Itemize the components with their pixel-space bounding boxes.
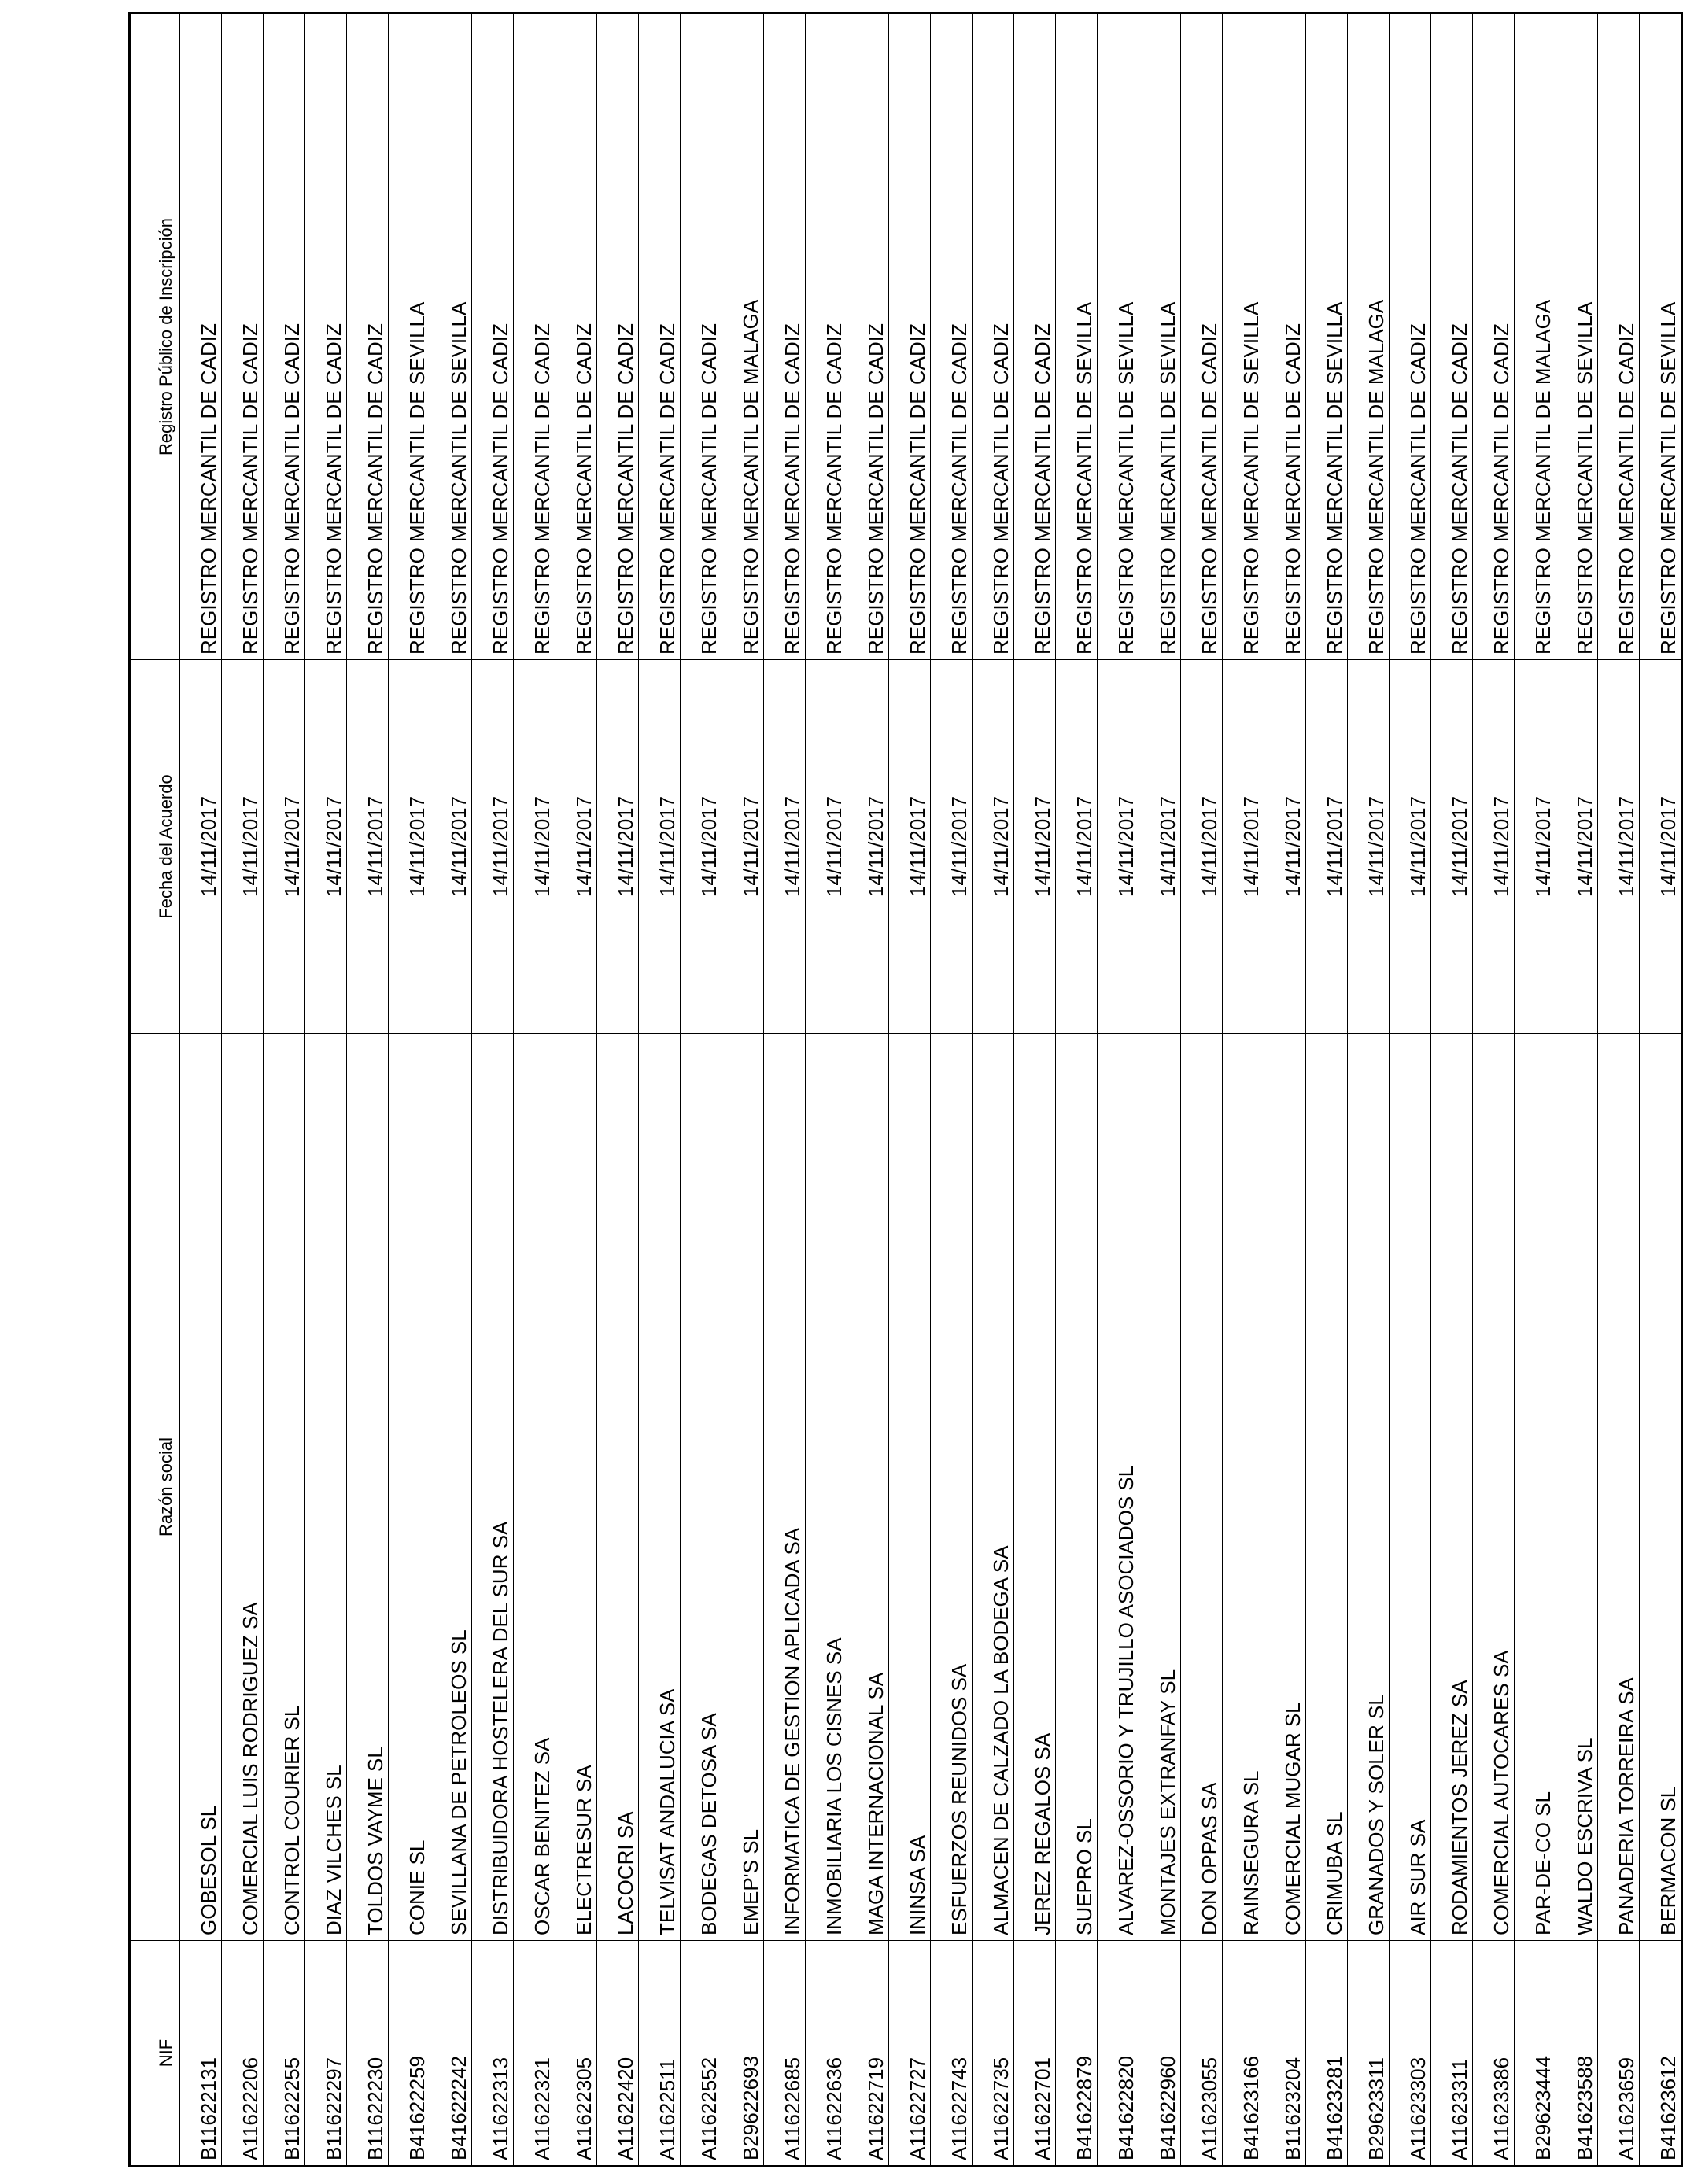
fecha-cell: 14/11/2017 bbox=[1640, 660, 1682, 1034]
nif-cell: A11622719 bbox=[847, 1941, 889, 2167]
razon-social-cell: TELVISAT ANDALUCIA SA bbox=[639, 1034, 681, 1941]
registro-cell: REGISTRO MERCANTIL DE CADIZ bbox=[764, 13, 806, 660]
registro-cell: REGISTRO MERCANTIL DE CADIZ bbox=[847, 13, 889, 660]
fecha-cell: 14/11/2017 bbox=[430, 660, 472, 1034]
nif-cell: B11622297 bbox=[305, 1941, 347, 2167]
fecha-cell: 14/11/2017 bbox=[1598, 660, 1640, 1034]
fecha-cell: 14/11/2017 bbox=[722, 660, 764, 1034]
nif-cell: A11622727 bbox=[889, 1941, 931, 2167]
registro-cell: REGISTRO MERCANTIL DE CADIZ bbox=[1473, 13, 1515, 660]
fecha-cell: 14/11/2017 bbox=[806, 660, 847, 1034]
registro-cell: REGISTRO MERCANTIL DE CADIZ bbox=[597, 13, 639, 660]
nif-cell: B29623311 bbox=[1348, 1941, 1390, 2167]
razon-social-cell: GRANADOS Y SOLER SL bbox=[1348, 1034, 1390, 1941]
registro-cell: REGISTRO MERCANTIL DE MALAGA bbox=[1348, 13, 1390, 660]
fecha-cell: 14/11/2017 bbox=[1264, 660, 1306, 1034]
table-row bbox=[1431, 13, 1473, 2167]
nif-cell: A11623311 bbox=[1431, 1941, 1473, 2167]
registro-cell: REGISTRO MERCANTIL DE CADIZ bbox=[931, 13, 973, 660]
nif-cell: A11623659 bbox=[1598, 1941, 1640, 2167]
razon-social-cell: OSCAR BENITEZ SA bbox=[514, 1034, 555, 1941]
razon-social-cell: INFORMATICA DE GESTION APLICADA SA bbox=[764, 1034, 806, 1941]
razon-social-cell: AIR SUR SA bbox=[1390, 1034, 1431, 1941]
nif-cell: B41623166 bbox=[1223, 1941, 1264, 2167]
registry-table bbox=[128, 12, 1683, 2167]
nif-cell: A11622701 bbox=[1014, 1941, 1056, 2167]
table-row bbox=[1056, 13, 1098, 2167]
registro-cell: REGISTRO MERCANTIL DE CADIZ bbox=[180, 13, 222, 660]
registry-sheet bbox=[128, 14, 1680, 2167]
fecha-cell: 14/11/2017 bbox=[347, 660, 389, 1034]
header-registro-publico: Registro Público de Inscripción bbox=[130, 13, 180, 660]
razon-social-cell: CONIE SL bbox=[389, 1034, 430, 1941]
nif-cell: A11622420 bbox=[597, 1941, 639, 2167]
razon-social-cell: RODAMIENTOS JEREZ SA bbox=[1431, 1034, 1473, 1941]
table-row bbox=[1640, 13, 1682, 2167]
fecha-cell: 14/11/2017 bbox=[264, 660, 305, 1034]
table-row bbox=[1473, 13, 1515, 2167]
registro-cell: REGISTRO MERCANTIL DE SEVILLA bbox=[1640, 13, 1682, 660]
razon-social-cell: INMOBILIARIA LOS CISNES SA bbox=[806, 1034, 847, 1941]
registro-cell: REGISTRO MERCANTIL DE CADIZ bbox=[1264, 13, 1306, 660]
razon-social-cell: TOLDOS VAYME SL bbox=[347, 1034, 389, 1941]
table-row bbox=[639, 13, 681, 2167]
nif-cell: A11623055 bbox=[1181, 1941, 1223, 2167]
razon-social-cell: SUEPRO SL bbox=[1056, 1034, 1098, 1941]
table-row bbox=[222, 13, 264, 2167]
nif-cell: B41623281 bbox=[1306, 1941, 1348, 2167]
nif-cell: B29623444 bbox=[1515, 1941, 1556, 2167]
table-row bbox=[973, 13, 1014, 2167]
table-row bbox=[1515, 13, 1556, 2167]
table-row bbox=[1306, 13, 1348, 2167]
razon-social-cell: DIAZ VILCHES SL bbox=[305, 1034, 347, 1941]
razon-social-cell: WALDO ESCRIVA SL bbox=[1556, 1034, 1598, 1941]
nif-cell: B11622131 bbox=[180, 1941, 222, 2167]
fecha-cell: 14/11/2017 bbox=[889, 660, 931, 1034]
registro-cell: REGISTRO MERCANTIL DE CADIZ bbox=[555, 13, 597, 660]
table-row bbox=[472, 13, 514, 2167]
nif-cell: A11623303 bbox=[1390, 1941, 1431, 2167]
table-row bbox=[264, 13, 305, 2167]
razon-social-cell: ALMACEN DE CALZADO LA BODEGA SA bbox=[973, 1034, 1014, 1941]
table-row bbox=[347, 13, 389, 2167]
razon-social-cell: COMERCIAL MUGAR SL bbox=[1264, 1034, 1306, 1941]
fecha-cell: 14/11/2017 bbox=[1056, 660, 1098, 1034]
table-row bbox=[430, 13, 472, 2167]
registro-cell: REGISTRO MERCANTIL DE CADIZ bbox=[514, 13, 555, 660]
registro-cell: REGISTRO MERCANTIL DE SEVILLA bbox=[1098, 13, 1139, 660]
registro-cell: REGISTRO MERCANTIL DE CADIZ bbox=[1014, 13, 1056, 660]
table-row bbox=[931, 13, 973, 2167]
razon-social-cell: MAGA INTERNACIONAL SA bbox=[847, 1034, 889, 1941]
nif-cell: A11622552 bbox=[681, 1941, 722, 2167]
nif-cell: B11622230 bbox=[347, 1941, 389, 2167]
razon-social-cell: PAR-DE-CO SL bbox=[1515, 1034, 1556, 1941]
fecha-cell: 14/11/2017 bbox=[1556, 660, 1598, 1034]
registro-cell: REGISTRO MERCANTIL DE MALAGA bbox=[722, 13, 764, 660]
nif-cell: B29622693 bbox=[722, 1941, 764, 2167]
fecha-cell: 14/11/2017 bbox=[847, 660, 889, 1034]
header-fecha-acuerdo: Fecha del Acuerdo bbox=[130, 660, 180, 1034]
nif-cell: A11623386 bbox=[1473, 1941, 1515, 2167]
header-row bbox=[130, 13, 180, 2167]
nif-cell: B11622255 bbox=[264, 1941, 305, 2167]
table-row bbox=[305, 13, 347, 2167]
razon-social-cell: CONTROL COURIER SL bbox=[264, 1034, 305, 1941]
nif-cell: B41623612 bbox=[1640, 1941, 1682, 2167]
fecha-cell: 14/11/2017 bbox=[1223, 660, 1264, 1034]
nif-cell: B41622960 bbox=[1139, 1941, 1181, 2167]
fecha-cell: 14/11/2017 bbox=[1306, 660, 1348, 1034]
fecha-cell: 14/11/2017 bbox=[681, 660, 722, 1034]
table-row bbox=[555, 13, 597, 2167]
razon-social-cell: JEREZ REGALOS SA bbox=[1014, 1034, 1056, 1941]
table-row bbox=[847, 13, 889, 2167]
fecha-cell: 14/11/2017 bbox=[1139, 660, 1181, 1034]
fecha-cell: 14/11/2017 bbox=[1181, 660, 1223, 1034]
fecha-cell: 14/11/2017 bbox=[931, 660, 973, 1034]
nif-cell: A11622685 bbox=[764, 1941, 806, 2167]
table-row bbox=[180, 13, 222, 2167]
registro-cell: REGISTRO MERCANTIL DE SEVILLA bbox=[1306, 13, 1348, 660]
registro-cell: REGISTRO MERCANTIL DE CADIZ bbox=[1598, 13, 1640, 660]
registro-cell: REGISTRO MERCANTIL DE CADIZ bbox=[806, 13, 847, 660]
razon-social-cell: SEVILLANA DE PETROLEOS SL bbox=[430, 1034, 472, 1941]
registro-cell: REGISTRO MERCANTIL DE CADIZ bbox=[1181, 13, 1223, 660]
header-nif: NIF bbox=[130, 1941, 180, 2167]
registro-cell: REGISTRO MERCANTIL DE CADIZ bbox=[889, 13, 931, 660]
table-body bbox=[180, 13, 1682, 2167]
table-row bbox=[1181, 13, 1223, 2167]
registro-cell: REGISTRO MERCANTIL DE SEVILLA bbox=[1139, 13, 1181, 660]
table-row bbox=[1014, 13, 1056, 2167]
fecha-cell: 14/11/2017 bbox=[305, 660, 347, 1034]
nif-cell: A11622735 bbox=[973, 1941, 1014, 2167]
registro-cell: REGISTRO MERCANTIL DE SEVILLA bbox=[1556, 13, 1598, 660]
registro-cell: REGISTRO MERCANTIL DE CADIZ bbox=[1431, 13, 1473, 660]
razon-social-cell: BODEGAS DETOSA SA bbox=[681, 1034, 722, 1941]
nif-cell: A11622313 bbox=[472, 1941, 514, 2167]
table-row bbox=[1139, 13, 1181, 2167]
fecha-cell: 14/11/2017 bbox=[555, 660, 597, 1034]
table-row bbox=[597, 13, 639, 2167]
razon-social-cell: ESFUERZOS REUNIDOS SA bbox=[931, 1034, 973, 1941]
table-row bbox=[1348, 13, 1390, 2167]
table-row bbox=[1556, 13, 1598, 2167]
razon-social-cell: BERMACON SL bbox=[1640, 1034, 1682, 1941]
fecha-cell: 14/11/2017 bbox=[1098, 660, 1139, 1034]
table-row bbox=[1390, 13, 1431, 2167]
fecha-cell: 14/11/2017 bbox=[222, 660, 264, 1034]
fecha-cell: 14/11/2017 bbox=[180, 660, 222, 1034]
registro-cell: REGISTRO MERCANTIL DE SEVILLA bbox=[389, 13, 430, 660]
razon-social-cell: DISTRIBUIDORA HOSTELERA DEL SUR SA bbox=[472, 1034, 514, 1941]
razon-social-cell: ELECTRESUR SA bbox=[555, 1034, 597, 1941]
nif-cell: A11622636 bbox=[806, 1941, 847, 2167]
fecha-cell: 14/11/2017 bbox=[639, 660, 681, 1034]
table-row bbox=[722, 13, 764, 2167]
fecha-cell: 14/11/2017 bbox=[1431, 660, 1473, 1034]
razon-social-cell: EMEP'S SL bbox=[722, 1034, 764, 1941]
nif-cell: A11622206 bbox=[222, 1941, 264, 2167]
razon-social-cell: ALVAREZ-OSSORIO Y TRUJILLO ASOCIADOS SL bbox=[1098, 1034, 1139, 1941]
table-row bbox=[1223, 13, 1264, 2167]
nif-cell: A11622305 bbox=[555, 1941, 597, 2167]
nif-cell: B41622820 bbox=[1098, 1941, 1139, 2167]
nif-cell: A11622321 bbox=[514, 1941, 555, 2167]
nif-cell: B41622879 bbox=[1056, 1941, 1098, 2167]
nif-cell: B41623588 bbox=[1556, 1941, 1598, 2167]
registro-cell: REGISTRO MERCANTIL DE CADIZ bbox=[305, 13, 347, 660]
razon-social-cell: DON OPPAS SA bbox=[1181, 1034, 1223, 1941]
razon-social-cell: RAINSEGURA SL bbox=[1223, 1034, 1264, 1941]
razon-social-cell: MONTAJES EXTRANFAY SL bbox=[1139, 1034, 1181, 1941]
razon-social-cell: GOBESOL SL bbox=[180, 1034, 222, 1941]
razon-social-cell: CRIMUBA SL bbox=[1306, 1034, 1348, 1941]
nif-cell: B41622242 bbox=[430, 1941, 472, 2167]
header-razon-social: Razón social bbox=[130, 1034, 180, 1941]
fecha-cell: 14/11/2017 bbox=[1390, 660, 1431, 1034]
registro-cell: REGISTRO MERCANTIL DE CADIZ bbox=[222, 13, 264, 660]
registro-cell: REGISTRO MERCANTIL DE SEVILLA bbox=[430, 13, 472, 660]
nif-cell: A11622511 bbox=[639, 1941, 681, 2167]
table-row bbox=[1598, 13, 1640, 2167]
registro-cell: REGISTRO MERCANTIL DE CADIZ bbox=[681, 13, 722, 660]
registro-cell: REGISTRO MERCANTIL DE CADIZ bbox=[472, 13, 514, 660]
registro-cell: REGISTRO MERCANTIL DE SEVILLA bbox=[1056, 13, 1098, 660]
registro-cell: REGISTRO MERCANTIL DE SEVILLA bbox=[1223, 13, 1264, 660]
fecha-cell: 14/11/2017 bbox=[597, 660, 639, 1034]
fecha-cell: 14/11/2017 bbox=[1515, 660, 1556, 1034]
fecha-cell: 14/11/2017 bbox=[389, 660, 430, 1034]
table-row bbox=[764, 13, 806, 2167]
fecha-cell: 14/11/2017 bbox=[514, 660, 555, 1034]
nif-cell: B41622259 bbox=[389, 1941, 430, 2167]
razon-social-cell: LACOCRI SA bbox=[597, 1034, 639, 1941]
table-row bbox=[806, 13, 847, 2167]
registro-cell: REGISTRO MERCANTIL DE CADIZ bbox=[1390, 13, 1431, 660]
table-row bbox=[514, 13, 555, 2167]
fecha-cell: 14/11/2017 bbox=[1348, 660, 1390, 1034]
fecha-cell: 14/11/2017 bbox=[472, 660, 514, 1034]
nif-cell: A11622743 bbox=[931, 1941, 973, 2167]
fecha-cell: 14/11/2017 bbox=[1473, 660, 1515, 1034]
registro-cell: REGISTRO MERCANTIL DE MALAGA bbox=[1515, 13, 1556, 660]
table-row bbox=[1264, 13, 1306, 2167]
table-row bbox=[1098, 13, 1139, 2167]
nif-cell: B11623204 bbox=[1264, 1941, 1306, 2167]
table-row bbox=[681, 13, 722, 2167]
razon-social-cell: COMERCIAL AUTOCARES SA bbox=[1473, 1034, 1515, 1941]
registro-cell: REGISTRO MERCANTIL DE CADIZ bbox=[264, 13, 305, 660]
table-row bbox=[889, 13, 931, 2167]
razon-social-cell: PANADERIA TORREIRA SA bbox=[1598, 1034, 1640, 1941]
fecha-cell: 14/11/2017 bbox=[973, 660, 1014, 1034]
fecha-cell: 14/11/2017 bbox=[764, 660, 806, 1034]
fecha-cell: 14/11/2017 bbox=[1014, 660, 1056, 1034]
razon-social-cell: ININSA SA bbox=[889, 1034, 931, 1941]
registro-cell: REGISTRO MERCANTIL DE CADIZ bbox=[973, 13, 1014, 660]
registro-cell: REGISTRO MERCANTIL DE CADIZ bbox=[347, 13, 389, 660]
table-row bbox=[389, 13, 430, 2167]
registro-cell: REGISTRO MERCANTIL DE CADIZ bbox=[639, 13, 681, 660]
razon-social-cell: COMERCIAL LUIS RODRIGUEZ SA bbox=[222, 1034, 264, 1941]
